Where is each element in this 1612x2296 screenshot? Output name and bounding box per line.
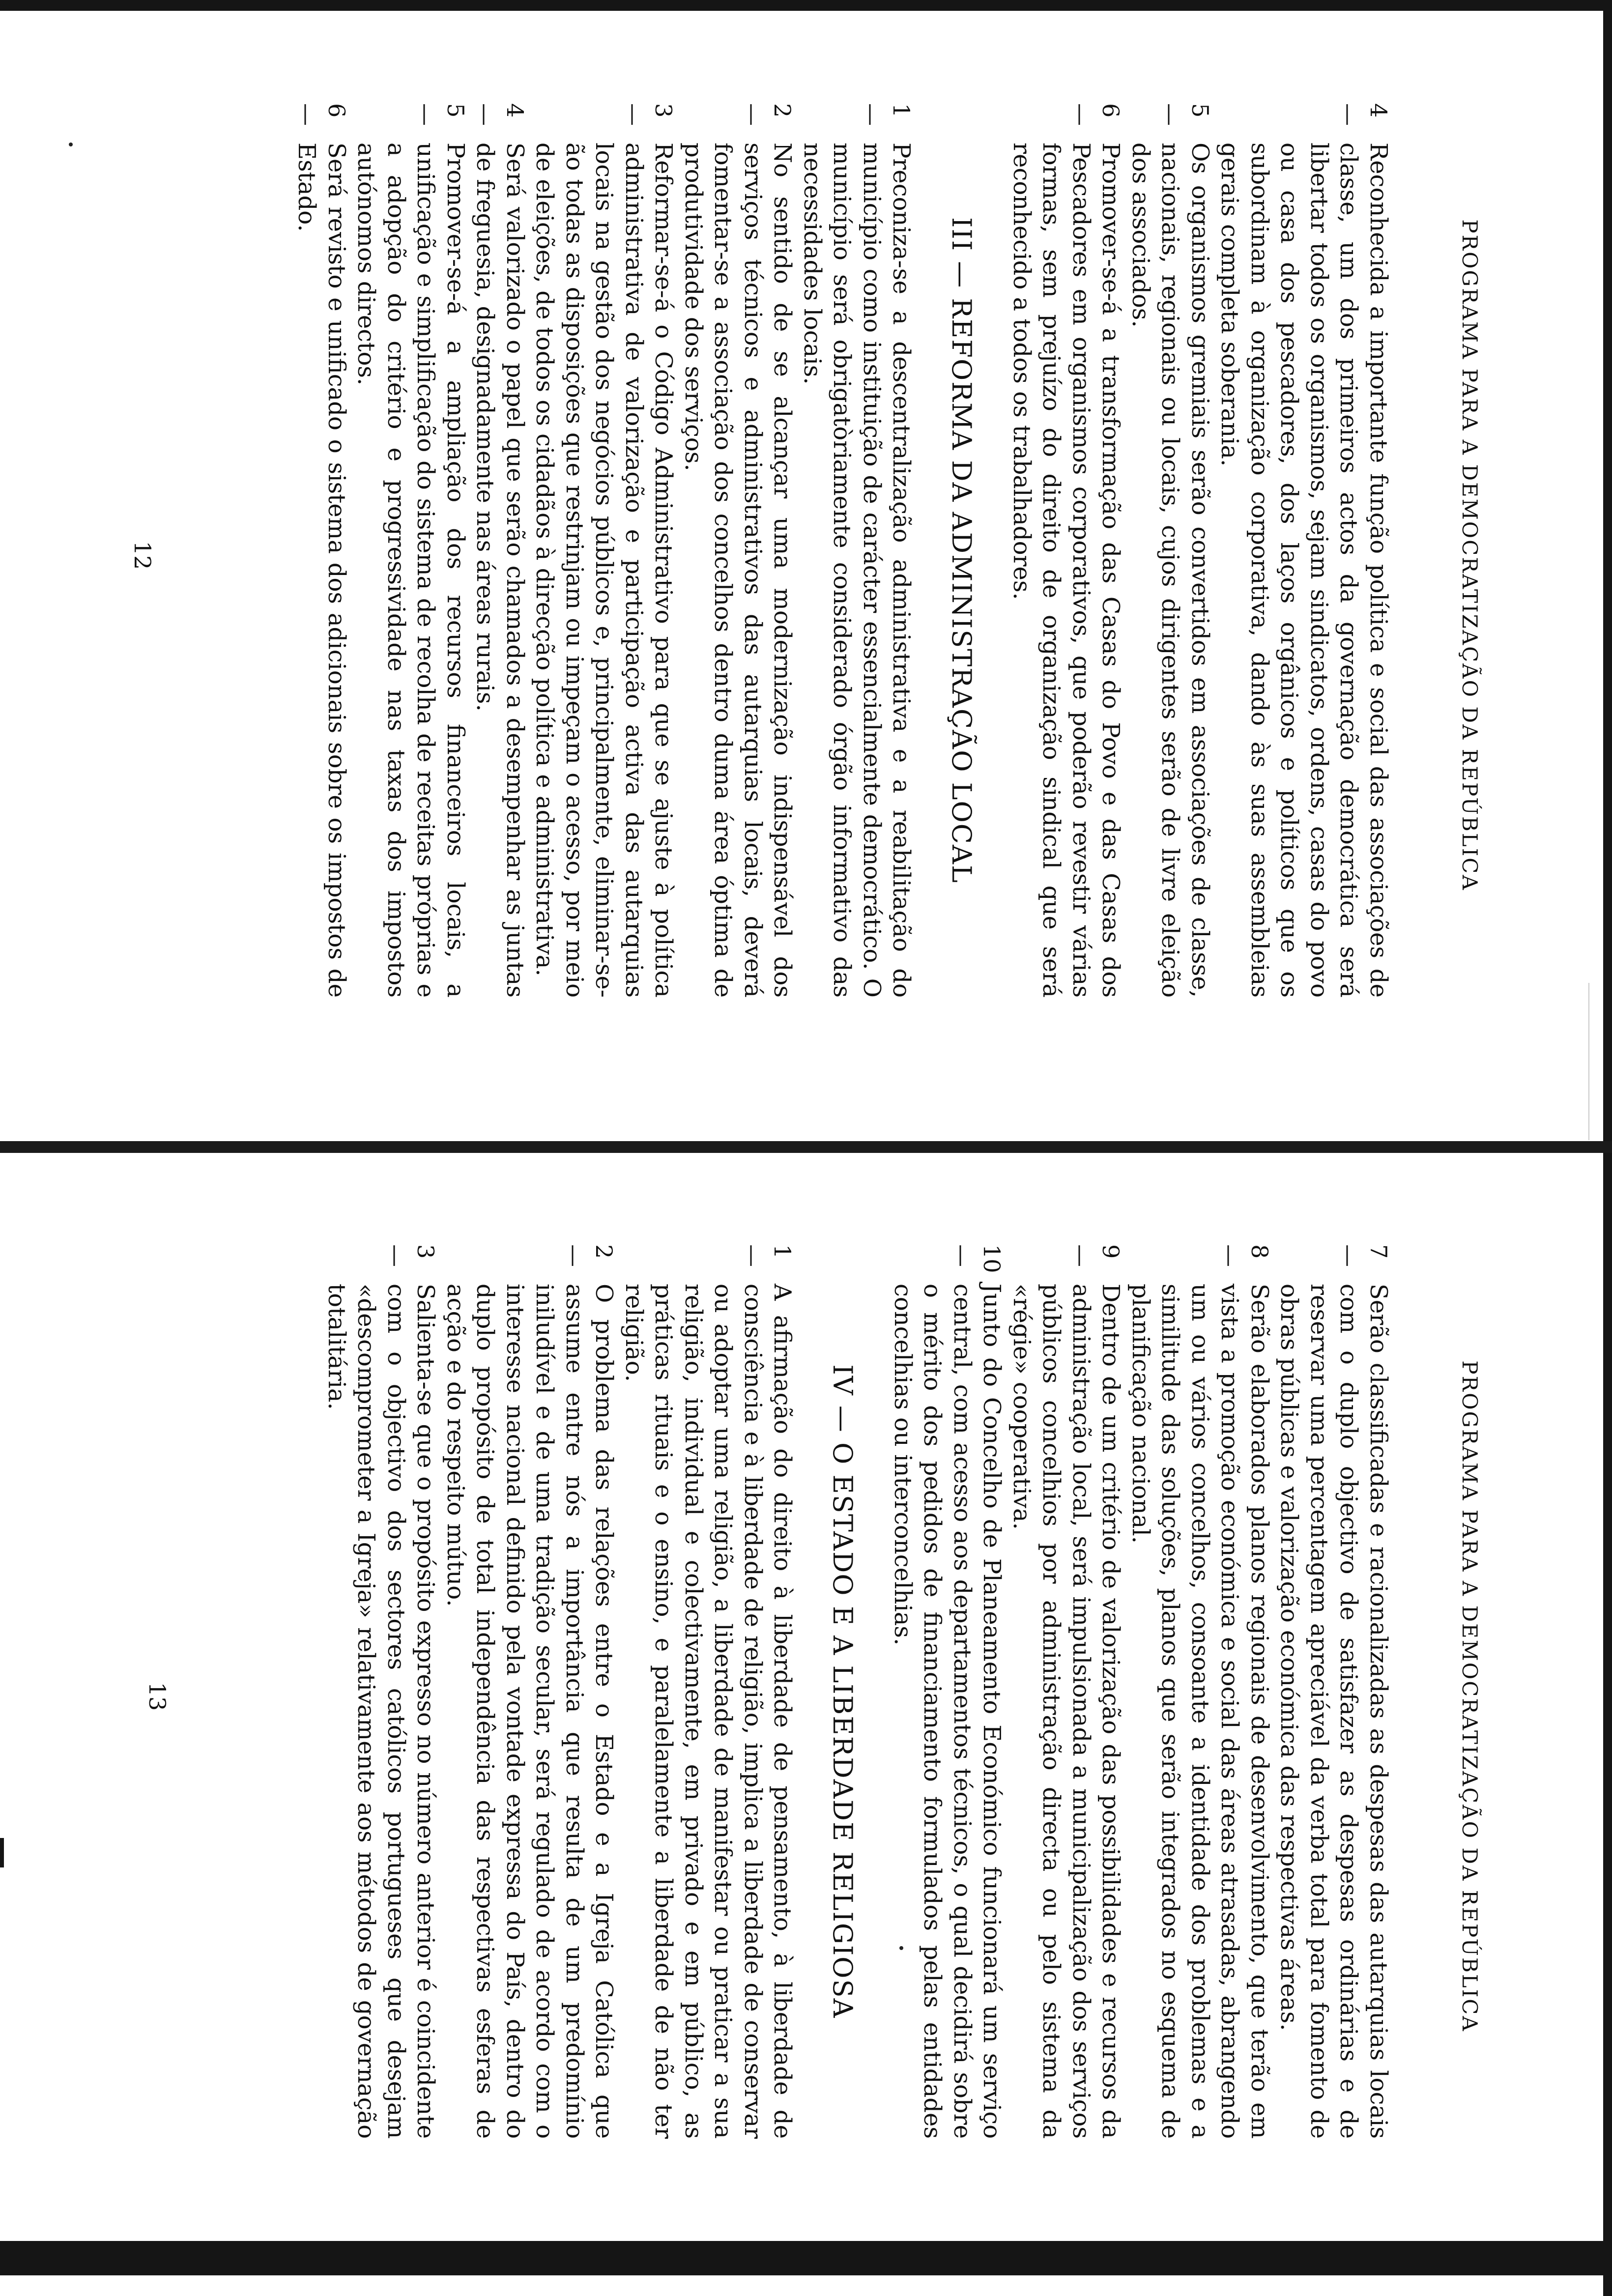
list-item	[619, 1244, 798, 2139]
scan-border-top	[0, 0, 1612, 11]
page-13-sheet	[144, 1156, 1484, 2237]
item-text: Dentro de um critério de valorização das possibilidades e recursos da administração local, será impulsionada a municipalização dos serviços públicos concelhios por administração directa ou pelo sistema da «régie» cooperativa.	[1008, 1284, 1125, 2139]
list-item	[1007, 103, 1126, 998]
list-item	[679, 103, 798, 998]
item-text: Reformar-se-á o Código Administrativo para que se ajuste à política administrativa de valorização e participação activa das autarquias locais na gestão dos negócios públicos e, principalmente, eliminar-se-ão todas as disposições que restrinjam ou impeçam o acesso, por meio de eleições, de todos os cidadãos à direcção política e administrativa.	[531, 143, 678, 998]
item-number: 6 —	[294, 103, 350, 126]
list-item	[441, 1244, 619, 2139]
item-text: Será revisto e unificado o sistema dos adicionais sobre os impostos de Estado.	[293, 143, 350, 998]
item-number: 4 —	[1336, 103, 1392, 126]
page-number: 12	[129, 541, 156, 570]
item-number: 3 —	[383, 1244, 439, 1267]
item-number: 9 —	[1068, 1244, 1124, 1267]
item-text: No sentido de se alcançar uma modernização indispensável dos serviços técnicos e administrativos das autarquias locais, deverá fomentar-se a associação dos concelhos dentro duma área óptima de produtividade dos serviços.	[680, 143, 797, 998]
list-item	[351, 103, 470, 998]
page-12-sheet	[129, 15, 1484, 1096]
item-number: 5 —	[413, 103, 469, 126]
list-item	[1126, 1244, 1275, 2139]
list-item	[292, 103, 351, 998]
item-text: Salienta-se que o propósito expresso no número anterior é coincidente com o objectivo dos sectores católicos portugueses que desejam «descomprometer a Igreja» relativamente aos métodos de governação totalitária.	[323, 1284, 440, 2139]
page-12-body	[292, 103, 1393, 998]
page-number: 13	[144, 1682, 171, 1711]
list-item	[470, 103, 530, 998]
item-text: Será valorizado o papel que serão chamados a desempenhar as juntas de freguesia, designadamente nas áreas rurais.	[471, 143, 529, 998]
running-head: PROGRAMA PARA A DEMOCRATIZAÇÃO DA REPÚBLICA	[1458, 1360, 1482, 2033]
item-number: 5 —	[1157, 103, 1213, 126]
scan-border-bottom	[0, 2241, 1612, 2275]
item-text: Promover-se-á a ampliação dos recursos financeiros locais, a unificação e simplificação do sistema de recolha de receitas próprias e a adopção do critério e progressividade nas taxas dos impostos autónomos directos.	[352, 143, 469, 998]
item-number: 2 —	[561, 1244, 618, 1267]
item-text: A afirmação do direito à liberdade de pensamento, à liberdade de consciência e à liberdade de religião, implica a liberdade de conservar ou adoptar uma religião, a liberdade de manifestar ou praticar a sua religião, individual e colectivamente, em privado e em público, as práticas rituais e o ensino, e paralelamente a liberdade de não ter religião.	[620, 1284, 797, 2139]
item-text: Serão classificadas e racionalizadas as despesas das autarquias locais com o duplo objectivo de satisfazer as despesas ordinárias e de reservar uma percentagem apreciável da verba total para fomento de obras públicas e valorização económica das respectivas áreas.	[1275, 1284, 1392, 2139]
item-text: Reconhecida a importante função política e social das associações de classe, um dos primeiros actos da governação democrática será libertar todos os organismos, sejam sindicatos, ordens, casas do povo ou casa dos pescadores, dos laços orgânicos e políticos que os subordinam à organização corporativa, dando às suas assembleias gerais completa soberania.	[1216, 143, 1392, 998]
page-13	[0, 1156, 1612, 2237]
item-text: O problema das relações entre o Estado e a Igreja Católica que assume entre nós a importância que resulta de um predomínio iniludível e de uma tradição secular, será regulado de acordo com o interesse nacional definido pela vontade expressa do País, dentro do duplo propósito de total independência das respectivas esferas de acção e do respeito mútuo.	[442, 1284, 618, 2139]
item-text: Os organismos gremiais serão convertidos em associações de classe, nacionais, regionais ou locais, cujos dirigentes serão de livre eleição dos associados.	[1127, 143, 1214, 998]
list-item	[322, 1244, 441, 2139]
item-number: 1 —	[740, 1244, 796, 1267]
section-title: III — REFORMA DA ADMINISTRAÇÃO LOCAL	[946, 217, 978, 884]
item-number: 6 —	[1068, 103, 1124, 126]
item-number: 10 —	[949, 1244, 1006, 1273]
item-number: 1 —	[859, 103, 915, 126]
running-head: PROGRAMA PARA A DEMOCRATIZAÇÃO DA REPÚBLICA	[1458, 219, 1482, 891]
item-number: 8 —	[1217, 1244, 1273, 1267]
list-item	[530, 103, 679, 998]
item-text: Junto do Concelho de Planeamento Económico funcionará um serviço central, com acesso aos departamentos técnicos, o qual decidirá sobre o mérito dos pedidos de financiamento formulados pelas entidades concelhias ou interconcelhias.	[889, 1284, 1006, 2139]
item-number: 2 —	[740, 103, 796, 126]
list-item	[1274, 1244, 1393, 2139]
list-item	[1215, 103, 1393, 998]
page-12	[0, 15, 1612, 1120]
section-title: IV — O ESTADO E A LIBERDADE RELIGIOSA	[827, 1364, 859, 2019]
page-divider	[0, 1141, 1612, 1153]
item-text: Promover-se-á a transformação das Casas do Povo e das Casas dos Pescadores em organismos corporativos, que poderão revestir várias formas, sem prejuízo do direito de organização sindical que será reconhecido a todos os trabalhadores.	[1008, 143, 1125, 998]
item-number: 4 —	[472, 103, 528, 126]
item-text: Serão elaborados planos regionais de desenvolvimento, que terão em vista a promoção económica e social das áreas atrasadas, abrangendo um ou vários concelhos, consoante a identidade dos problemas e a similitude das soluções, planos que serão integrados no esquema de planificação nacional.	[1127, 1284, 1273, 2139]
item-number: 3 —	[621, 103, 677, 126]
list-item	[1126, 103, 1215, 998]
list-item	[1007, 1244, 1126, 2139]
page-13-body	[322, 1244, 1394, 2139]
item-number: 7 —	[1336, 1244, 1392, 1267]
list-item	[798, 103, 917, 998]
item-text: Preconiza-se a descentralização administrativa e a reabilitação do município como instituição de carácter essencialmente democrático. O município será obrigatòriamente considerado órgão informativo das necessidades locais.	[799, 143, 916, 998]
list-item	[888, 1244, 1007, 2139]
